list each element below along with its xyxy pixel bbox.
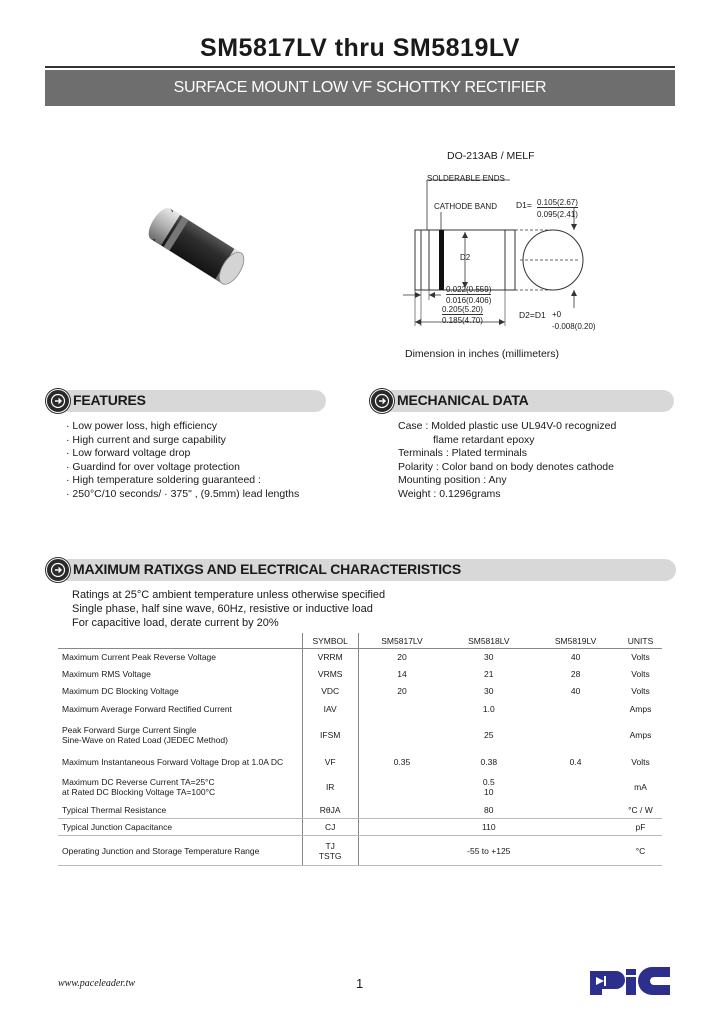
d1-min: 0.095(2.41) xyxy=(537,210,578,219)
symbol-cell: IAV xyxy=(302,700,358,718)
table-row xyxy=(58,819,662,836)
param-cell: Maximum DC Blocking Voltage xyxy=(62,686,179,696)
label-d1: D1= xyxy=(516,200,532,210)
unit-cell: mA xyxy=(634,781,647,792)
pic-logo-icon xyxy=(588,967,672,997)
list-item: flame retardant epoxy xyxy=(433,433,535,446)
value-cell: -55 to +125 xyxy=(358,836,619,866)
pic-logo xyxy=(588,967,672,1002)
tolerance-plus: +0 xyxy=(552,310,562,319)
features-list xyxy=(66,420,299,501)
page-number: 1 xyxy=(356,976,364,991)
note-line: For capacitive load, derate current by 20% xyxy=(72,617,279,629)
subtitle-bar: SURFACE MOUNT LOW VF SCHOTTKY RECTIFIER xyxy=(45,70,675,106)
list-item: Case : Molded plastic use UL94V-0 recognized xyxy=(398,420,617,432)
table-row xyxy=(58,836,662,866)
table-row xyxy=(58,666,662,683)
arrow-circle-icon xyxy=(370,389,394,413)
mechanical-list xyxy=(398,420,616,501)
param-cell: Maximum RMS Voltage xyxy=(62,669,151,679)
page-title: SM5817LV thru SM5819LV xyxy=(200,34,520,62)
param-cell: Typical Thermal Resistance xyxy=(58,802,302,819)
ratings-heading: MAXIMUM RATIXGS AND ELECTRICAL CHARACTERISTICS xyxy=(73,561,461,577)
column-header: SM5818LV xyxy=(445,633,532,649)
value-cell: 80 xyxy=(358,802,619,819)
value-cell: 28 xyxy=(570,669,581,679)
param-cell: Maximum Instantaneous Forward Voltage Drop at 1.0A DC xyxy=(62,756,284,767)
unit-cell: pF xyxy=(619,819,662,836)
unit-cell: Amps xyxy=(629,729,652,740)
value-cell: 20 xyxy=(397,686,407,696)
band-min: 0.016(0.406) xyxy=(446,296,492,305)
list-item: · High temperature soldering guaranteed : xyxy=(66,474,261,486)
melf-component-image xyxy=(136,196,256,296)
features-heading: FEATURES xyxy=(73,392,146,408)
symbol-cell: VDC xyxy=(302,683,358,700)
symbol-cell: TJ TSTG xyxy=(302,836,358,866)
value-cell: 0.38 xyxy=(480,756,498,767)
tolerance-minus: -0.008(0.20) xyxy=(552,322,596,331)
label-d2: D2 xyxy=(460,253,471,262)
length-min: 0.185(4.70) xyxy=(442,316,483,325)
unit-cell: Volts xyxy=(631,669,650,679)
footer-url: www.paceleader.tw xyxy=(58,978,136,989)
param-cell: Maximum DC Reverse Current TA=25°C at Rated DC Blocking Voltage TA=100°C xyxy=(62,776,216,797)
param-cell: Peak Forward Surge Current Single Sine-Wave on Rated Load (JEDEC Method) xyxy=(62,724,228,745)
param-cell: Maximum Current Peak Reverse Voltage xyxy=(62,652,217,663)
package-dimension-drawing xyxy=(395,168,595,338)
value-cell: 30 xyxy=(484,686,494,696)
table-row xyxy=(58,700,662,718)
table-row xyxy=(58,649,662,666)
list-item: · Guardind for over voltage protection xyxy=(66,460,240,473)
mechanical-header xyxy=(370,390,676,412)
arrow-circle-icon xyxy=(46,558,70,582)
table-header-row xyxy=(58,633,662,649)
list-item: Polarity : Color band on body denotes cathode xyxy=(398,460,614,473)
ratings-header xyxy=(46,559,676,581)
value-cell: 20 xyxy=(397,652,407,663)
param-cell: Typical Junction Capacitance xyxy=(58,819,302,836)
value-cell: 14 xyxy=(397,669,407,679)
symbol-cell: RθJA xyxy=(302,802,358,819)
list-item: Weight : 0.1296grams xyxy=(398,487,501,500)
title-rule xyxy=(45,66,675,68)
column-header: SYMBOL xyxy=(302,633,358,649)
unit-cell: Volts xyxy=(631,652,650,663)
value-cell: 40 xyxy=(570,652,581,663)
list-item: · 250°C/10 seconds/ · 375" , (9.5mm) lead lengths xyxy=(66,487,300,500)
band-max: 0.022(0.559) xyxy=(446,285,492,294)
value-cell: 0.5 10 xyxy=(482,776,495,797)
symbol-cell: CJ xyxy=(302,819,358,836)
label-solderable-ends: SOLDERABLE ENDS xyxy=(427,174,505,183)
unit-cell: °C / W xyxy=(619,802,662,819)
unit-cell: Volts xyxy=(631,686,650,696)
list-item: Mounting position : Any xyxy=(398,474,507,486)
features-header xyxy=(46,390,336,412)
ratings-table xyxy=(58,633,662,866)
unit-cell: °C xyxy=(619,836,662,866)
ratings-notes xyxy=(72,588,385,630)
table-row xyxy=(58,718,662,752)
value-cell: 25 xyxy=(484,729,494,740)
value-cell: 21 xyxy=(484,669,494,679)
column-header: SM5819LV xyxy=(532,633,619,649)
column-header: SM5817LV xyxy=(358,633,445,649)
unit-cell: Volts xyxy=(631,756,650,767)
list-item: Terminals : Plated terminals xyxy=(398,447,527,459)
dimension-caption: Dimension in inches (millimeters) xyxy=(405,348,560,360)
value-cell: 0.35 xyxy=(393,756,411,767)
value-cell: 30 xyxy=(484,652,494,663)
list-item: · Low forward voltage drop xyxy=(66,447,191,459)
label-d2-eq: D2=D1 xyxy=(519,310,546,320)
value-cell: 40 xyxy=(570,686,581,696)
column-header: UNITS xyxy=(619,633,662,649)
label-cathode-band: CATHODE BAND xyxy=(434,202,497,211)
table-row xyxy=(58,802,662,819)
list-item: · High current and surge capability xyxy=(66,433,226,446)
symbol-cell: VRRM xyxy=(302,649,358,666)
note-line: Single phase, half sine wave, 60Hz, resistive or inductive load xyxy=(72,603,373,615)
length-max: 0.205(5.20) xyxy=(442,305,483,314)
d1-max: 0.105(2.67) xyxy=(537,198,578,207)
package-name: DO-213AB / MELF xyxy=(447,150,535,162)
value-cell: 1.0 xyxy=(482,703,495,714)
list-item: · Low power loss, high efficiency xyxy=(66,420,217,432)
param-column-header xyxy=(58,633,302,649)
table-row xyxy=(58,683,662,700)
unit-cell: Amps xyxy=(629,703,652,714)
value-cell: 0.4 xyxy=(569,756,582,767)
table-row xyxy=(58,772,662,802)
value-cell: 110 xyxy=(358,819,619,836)
param-cell: Maximum Average Forward Rectified Current xyxy=(62,703,232,714)
arrow-circle-icon xyxy=(46,389,70,413)
table-row xyxy=(58,752,662,772)
mechanical-heading: MECHANICAL DATA xyxy=(397,392,529,408)
note-line: Ratings at 25°C ambient temperature unless otherwise specified xyxy=(72,589,386,601)
param-cell: Operating Junction and Storage Temperature Range xyxy=(58,836,302,866)
symbol-cell: VRMS xyxy=(302,666,358,683)
symbol-cell: VF xyxy=(302,752,358,772)
symbol-cell: IR xyxy=(302,772,358,802)
symbol-cell: IFSM xyxy=(302,718,358,752)
